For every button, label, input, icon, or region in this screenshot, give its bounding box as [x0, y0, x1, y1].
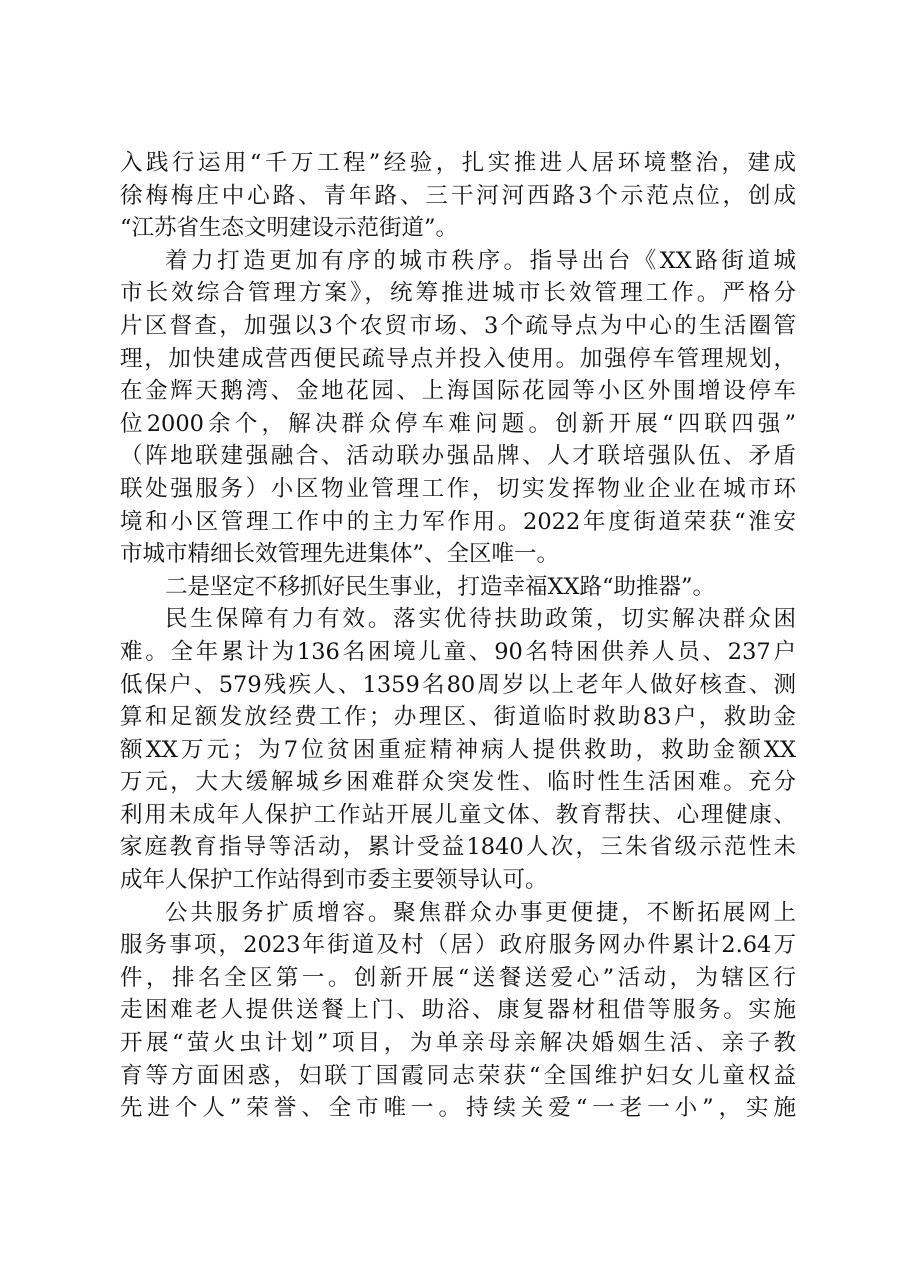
text-line: （阵地联建强融合、活动联办强品牌、人才联培强队伍、矛盾: [120, 443, 796, 470]
text-line: 低保户、579残疾人、1359名80周岁以上老年人做好核查、测: [120, 671, 796, 698]
text-line: 二是坚定不移抓好民生事业，打造幸福XX路“助推器”。: [165, 573, 716, 600]
text-line: 民生保障有力有效。落实优待扶助政策，切实解决群众困: [165, 606, 796, 633]
text-line: 片区督查，加强以3个农贸市场、3个疏导点为中心的生活圈管: [120, 312, 796, 339]
text-line: “江苏省生态文明建设示范街道”。: [120, 215, 459, 242]
text-line: 联处强服务）小区物业管理工作，切实发挥物业企业在城市环: [120, 475, 796, 502]
text-line: 额XX万元；为7位贫困重症精神病人提供救助，救助金额XX: [120, 736, 796, 763]
text-line: 市长效综合管理方案》，统筹推进城市长效管理工作。严格分: [120, 280, 796, 307]
text-line: 走困难老人提供送餐上门、助浴、康复器材租借等服务。实施: [120, 997, 796, 1024]
text-line: 利用未成年人保护工作站开展儿童文体、教育帮扶、心理健康、: [120, 801, 796, 828]
text-line: 着力打造更加有序的城市秩序。指导出台《XX路街道城: [165, 247, 796, 274]
text-line: 位2000余个，解决群众停车难问题。创新开展“四联四强”: [120, 410, 796, 437]
text-line: 件，排名全区第一。创新开展“送餐送爱心”活动，为辖区行: [120, 964, 796, 991]
text-line: 理，加快建成营西便民疏导点并投入使用。加强停车管理规划，: [120, 345, 796, 372]
text-line: 在金辉天鹅湾、金地花园、上海国际花园等小区外围增设停车: [120, 378, 796, 405]
text-line: 难。全年累计为136名困境儿童、90名特困供养人员、237户: [120, 638, 796, 665]
text-line: 市城市精细长效管理先进集体”、全区唯一。: [120, 541, 560, 568]
text-line: 公共服务扩质增容。聚焦群众办事更便捷，不断拓展网上: [165, 899, 796, 926]
text-line: 算和足额发放经费工作；办理区、街道临时救助83户，救助金: [120, 704, 796, 731]
text-line: 成年人保护工作站得到市委主要领导认可。: [120, 867, 548, 894]
text-line: 服务事项，2023年街道及村（居）政府服务网办件累计2.64万: [120, 932, 796, 959]
text-line: 开展“萤火虫计划”项目，为单亲母亲解决婚姻生活、亲子教: [120, 1030, 796, 1057]
text-line: 育等方面困惑，妇联丁国霞同志荣获“全国维护妇女儿童权益: [120, 1062, 796, 1089]
text-line: 先进个人”荣誉、全市唯一。持续关爱“一老一小”，实施: [120, 1095, 796, 1122]
text-line: 境和小区管理工作中的主力军作用。2022年度街道荣获“淮安: [120, 508, 796, 535]
text-line: 万元，大大缓解城乡困难群众突发性、临时性生活困难。充分: [120, 769, 796, 796]
text-line: 入践行运用“千万工程”经验，扎实推进人居环境整治，建成: [120, 150, 796, 176]
text-line: 徐梅梅庄中心路、青年路、三干河河西路3个示范点位，创成: [120, 182, 796, 209]
body-text: [120, 147, 796, 1125]
text-line: 家庭教育指导等活动，累计受益1840人次，三朱省级示范性未: [120, 834, 796, 861]
